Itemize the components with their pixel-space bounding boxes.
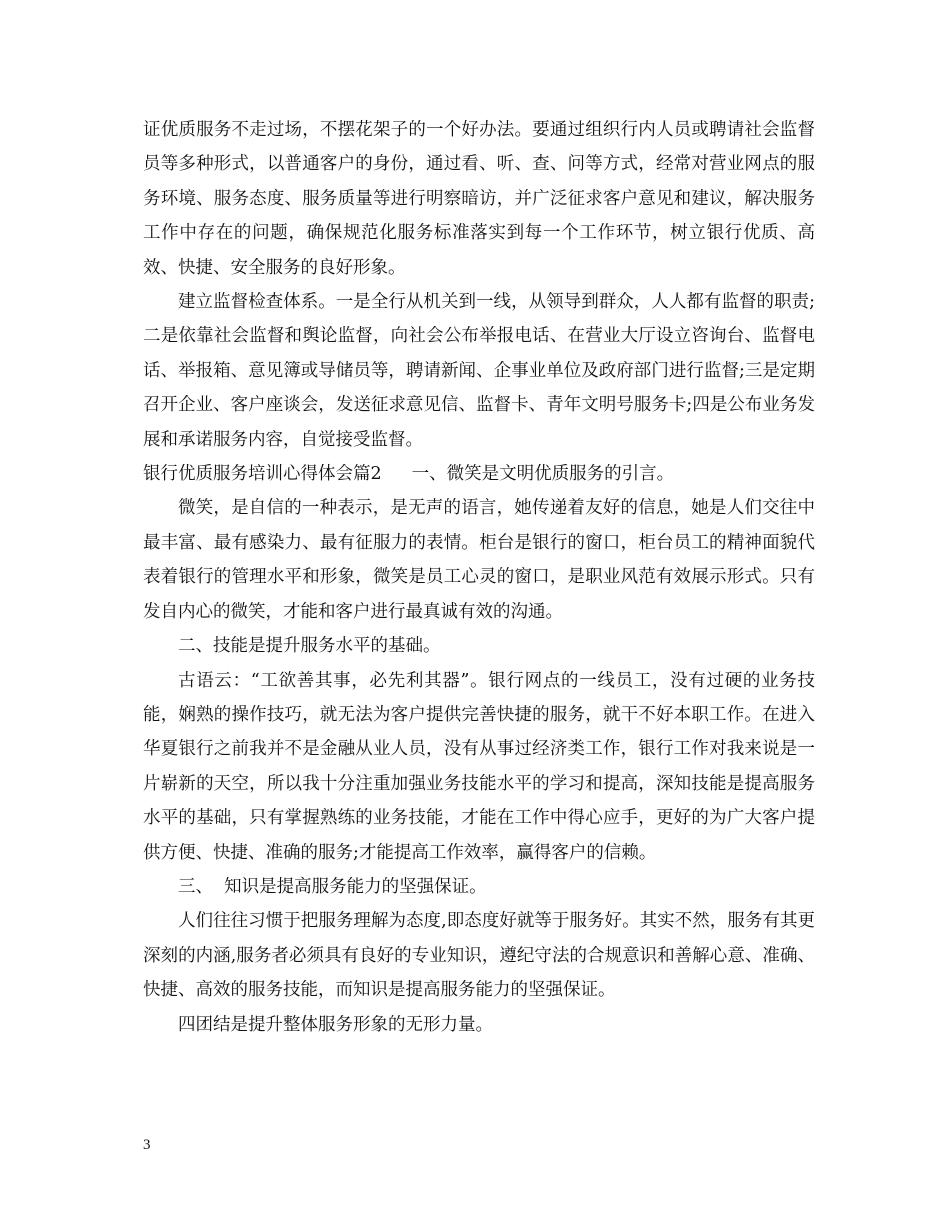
page-number: 3 (143, 1137, 151, 1153)
section-heading-smile: 一、微笑是文明优质服务的引言。 (411, 464, 675, 485)
paragraph-skills: 古语云：“工欲善其事，必先利其器”。银行网点的一线员工，没有过硬的业务技能，娴熟的操作技巧，就无法为客户提供完善快捷的服务，就干不好本职工作。在进入华夏银行之前我并不是金融从业人员，没有从事过经济类工作，银行工作对我来说是一片崭新的天空，所以我十分注重加强业务技能水平的学习和提高，深知技能是提高服务水平的基础，只有掌握熟练的业务技能，才能在工作中得心应手，更好的为广大客户提供方便、快捷、准确的服务;才能提高工作效率，赢得客户的信赖。 (143, 670, 815, 863)
article-heading-line (143, 457, 815, 491)
section-heading-knowledge: 三、 知识是提高服务能力的坚强保证。 (178, 876, 487, 897)
document-body (143, 113, 815, 1042)
paragraph-supervision-system: 建立监督检查体系。一是全行从机关到一线，从领导到群众，人人都有监督的职责;二是依靠社会监督和舆论监督，向社会公布举报电话、在营业大厅设立咨询台、监督电话、举报箱、意见簿或导储员等，聘请新闻、企事业单位及政府部门进行监督;三是定期召开企业、客户座谈会，发送征求意见信、监督卡、青年文明号服务卡;四是公布业务发展和承诺服务内容，自觉接受监督。 (143, 292, 815, 450)
paragraph-knowledge: 人们往往习惯于把服务理解为态度,即态度好就等于服务好。其实不然，服务有其更深刻的内涵,服务者必须具有良好的专业知识，遵纪守法的合规意识和善解心意、准确、快捷、高效的服务技能，而知识是提高服务能力的坚强保证。 (143, 911, 815, 1001)
paragraph-smile: 微笑，是自信的一种表示，是无声的语言，她传递着友好的信息，她是人们交往中最丰富、最有感染力、最有征服力的表情。柜台是银行的窗口，柜台员工的精神面貌代表着银行的管理水平和形象，微笑是员工心灵的窗口，是职业风范有效展示形式。只有发自内心的微笑，才能和客户进行最真诚有效的沟通。 (143, 498, 815, 622)
section-heading-unity: 四团结是提升整体服务形象的无形力量。 (178, 1014, 493, 1035)
paragraph-service-supervision-continued: 证优质服务不走过场，不摆花架子的一个好办法。要通过组织行内人员或聘请社会监督员等多种形式，以普通客户的身份，通过看、听、查、问等方式，经常对营业网点的服务环境、服务态度、服务质量等进行明察暗访，并广泛征求客户意见和建议，解决服务工作中存在的问题，确保规范化服务标准落实到每一个工作环节，树立银行优质、高效、快捷、安全服务的良好形象。 (143, 120, 815, 278)
section-heading-skills: 二、技能是提升服务水平的基础。 (178, 636, 441, 657)
article-title: 银行优质服务培训心得体会篇2 (143, 464, 382, 485)
